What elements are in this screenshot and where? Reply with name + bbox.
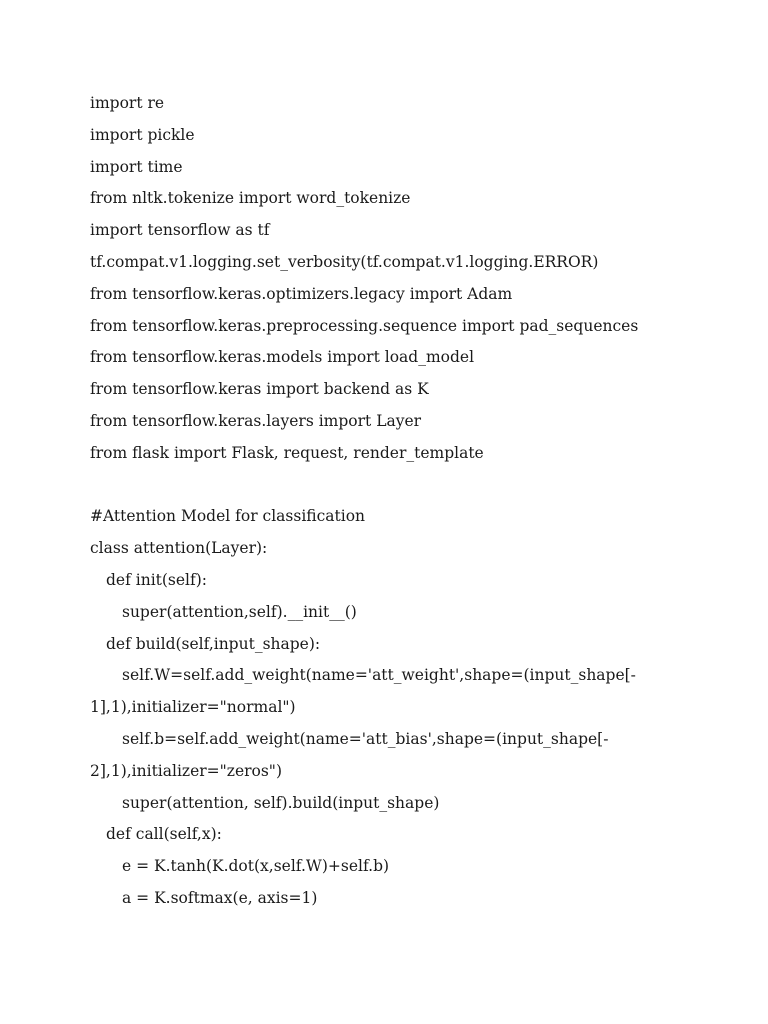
code-line: import tensorflow as tf: [90, 221, 270, 240]
code-line: from tensorflow.keras.layers import Layer: [90, 411, 422, 430]
code-line: import pickle: [90, 125, 195, 144]
code-line: tf.compat.v1.logging.set_verbosity(tf.compat.v1.logging.ERROR): [90, 252, 599, 271]
code-line: class attention(Layer):: [90, 539, 268, 558]
code-line: from flask import Flask, request, render_template: [90, 443, 484, 462]
code-block: [90, 88, 750, 915]
code-line: from tensorflow.keras.preprocessing.sequence import pad_sequences: [90, 316, 639, 335]
code-line: super(attention, self).build(input_shape): [122, 793, 440, 812]
code-line: super(attention,self).__init__(): [122, 602, 357, 621]
code-line: from nltk.tokenize import word_tokenize: [90, 189, 411, 208]
code-line: def init(self):: [106, 570, 208, 589]
code-line-wrapped: 1],1),initializer="normal"): [90, 698, 296, 717]
code-line: self.W=self.add_weight(name='att_weight',shape=(input_shape[-: [122, 666, 636, 685]
code-line: from tensorflow.keras.optimizers.legacy import Adam: [90, 284, 513, 303]
code-line: a = K.softmax(e, axis=1): [122, 888, 318, 907]
code-line-wrapped: 2],1),initializer="zeros"): [90, 761, 282, 780]
code-line: import re: [90, 94, 165, 112]
code-comment: #Attention Model for classification: [90, 507, 366, 526]
code-line: self.b=self.add_weight(name='att_bias',shape=(input_shape[-: [122, 729, 609, 748]
code-line: e = K.tanh(K.dot(x,self.W)+self.b): [122, 857, 390, 876]
code-line: def call(self,x):: [106, 825, 222, 844]
code-line: from tensorflow.keras.models import load_model: [90, 348, 475, 367]
code-line: def build(self,input_shape):: [106, 634, 321, 653]
code-line: import time: [90, 157, 183, 176]
blank-line: [90, 470, 750, 502]
code-line: from tensorflow.keras import backend as K: [90, 380, 429, 399]
